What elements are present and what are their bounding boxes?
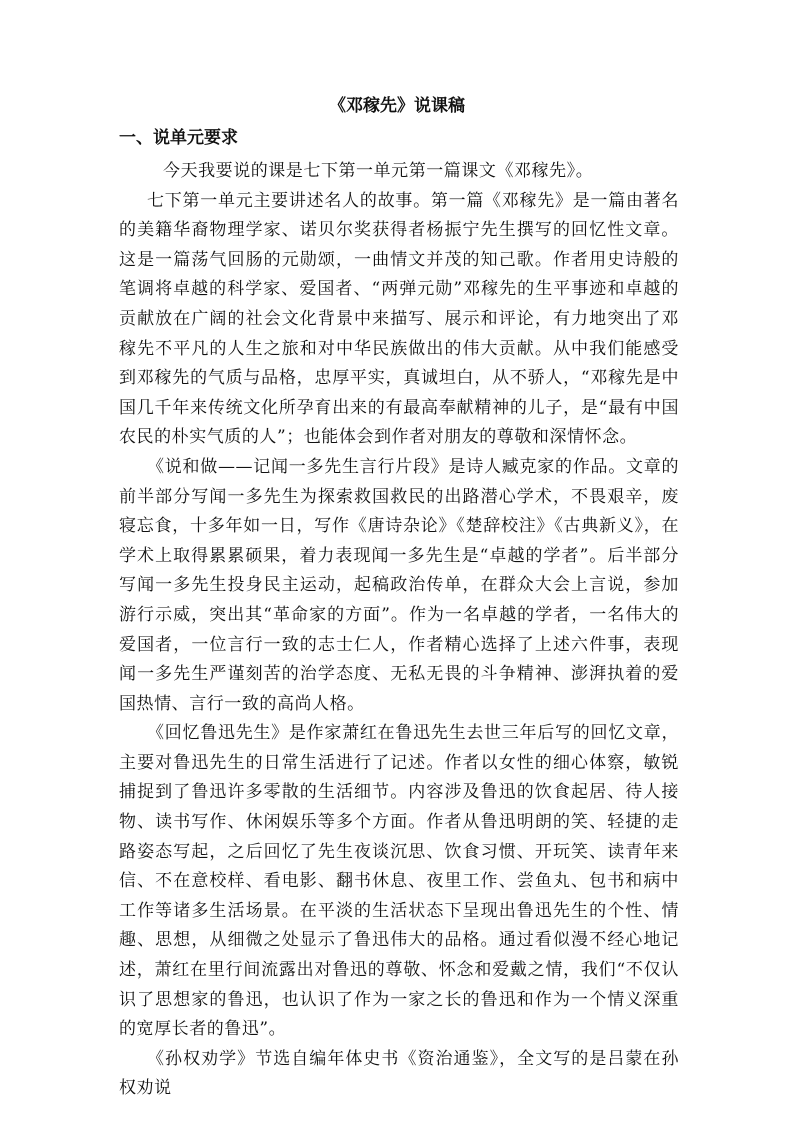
- paragraph-sun-quan: 《孙权劝学》节选自编年体史书《资治通鉴》，全文写的是吕蒙在孙权劝说: [119, 1048, 679, 1099]
- body-text: [119, 157, 679, 1104]
- document-title: 《邓稼先》说课稿: [329, 96, 465, 116]
- section-heading: 一、说单元要求: [119, 128, 238, 148]
- paragraph-wen-yiduo: 《说和做——记闻一多先生言行片段》是诗人臧克家的作品。文章的前半部分写闻一多先生为探索救国救民的出路潜心学术，不畏艰辛，废寝忘食，十多年如一日，写作《唐诗杂论》《楚辞校注》《古典新义》，在学术上取得累累硕果，着力表现闻一多先生是“卓越的学者”。后半部分写闻一多先生投身民主运动，起稿政治传单，在群众大会上言说，参加游行示威，突出其“革命家的方面”。作为一名卓越的学者，一名伟大的爱国者，一位言行一致的志士仁人，作者精心选择了上述六件事，表现闻一多先生严谨刻苦的治学态度、无私无畏的斗争精神、澎湃执着的爱国热情、言行一致的高尚人格。: [119, 456, 679, 714]
- paragraph-intro: 今天我要说的课是七下第一单元第一篇课文《邓稼先》。: [163, 161, 594, 181]
- paragraph-lu-xun: 《回忆鲁迅先生》是作家萧红在鲁迅先生去世三年后写的回忆文章，主要对鲁迅先生的日常生活进行了记述。作者以女性的细心体察，敏锐捕捉到了鲁迅许多零散的生活细节。内容涉及鲁迅的饮食起居、待人接物、读书写作、休闲娱乐等多个方面。作者从鲁迅明朗的笑、轻捷的走路姿态写起，之后回忆了先生夜谈沉思、饮食习惯、开玩笑、读青年来信、不在意校样、看电影、翻书休息、夜里工作、尝鱼丸、包书和病中工作等诸多生活场景。在平淡的生活状态下呈现出鲁迅先生的个性、情趣、思想，从细微之处显示了鲁迅伟大的品格。通过看似漫不经心地记述，萧红在里行间流露出对鲁迅的尊敬、怀念和爱戴之情，我们“不仅认识了思想家的鲁迅，也认识了作为一家之长的鲁迅和作为一个情义深重的宽厚长者的鲁迅”。: [119, 723, 679, 1040]
- paragraph-deng-jiaxian: 七下第一单元主要讲述名人的故事。第一篇《邓稼先》是一篇由著名的美籍华裔物理学家、诺贝尔奖获得者杨振宁先生撰写的回忆性文章。这是一篇荡气回肠的元勋颂，一曲情文并茂的知己歌。作者用史诗般的笔调将卓越的科学家、爱国者、“两弹元勋”邓稼先的生平事迹和卓越的贡献放在广阔的社会文化背景中来描写、展示和评论，有力地突出了邓稼先不平凡的人生之旅和对中华民族做出的伟大贡献。从中我们能感受到邓稼先的气质与品格，忠厚平实，真诚坦白，从不骄人，“邓稼先是中国几千年来传统文化所孕育出来的有最高奉献精神的儿子，是“最有中国农民的朴实气质的人”；也能体会到作者对朋友的尊敬和深情怀念。: [119, 190, 679, 448]
